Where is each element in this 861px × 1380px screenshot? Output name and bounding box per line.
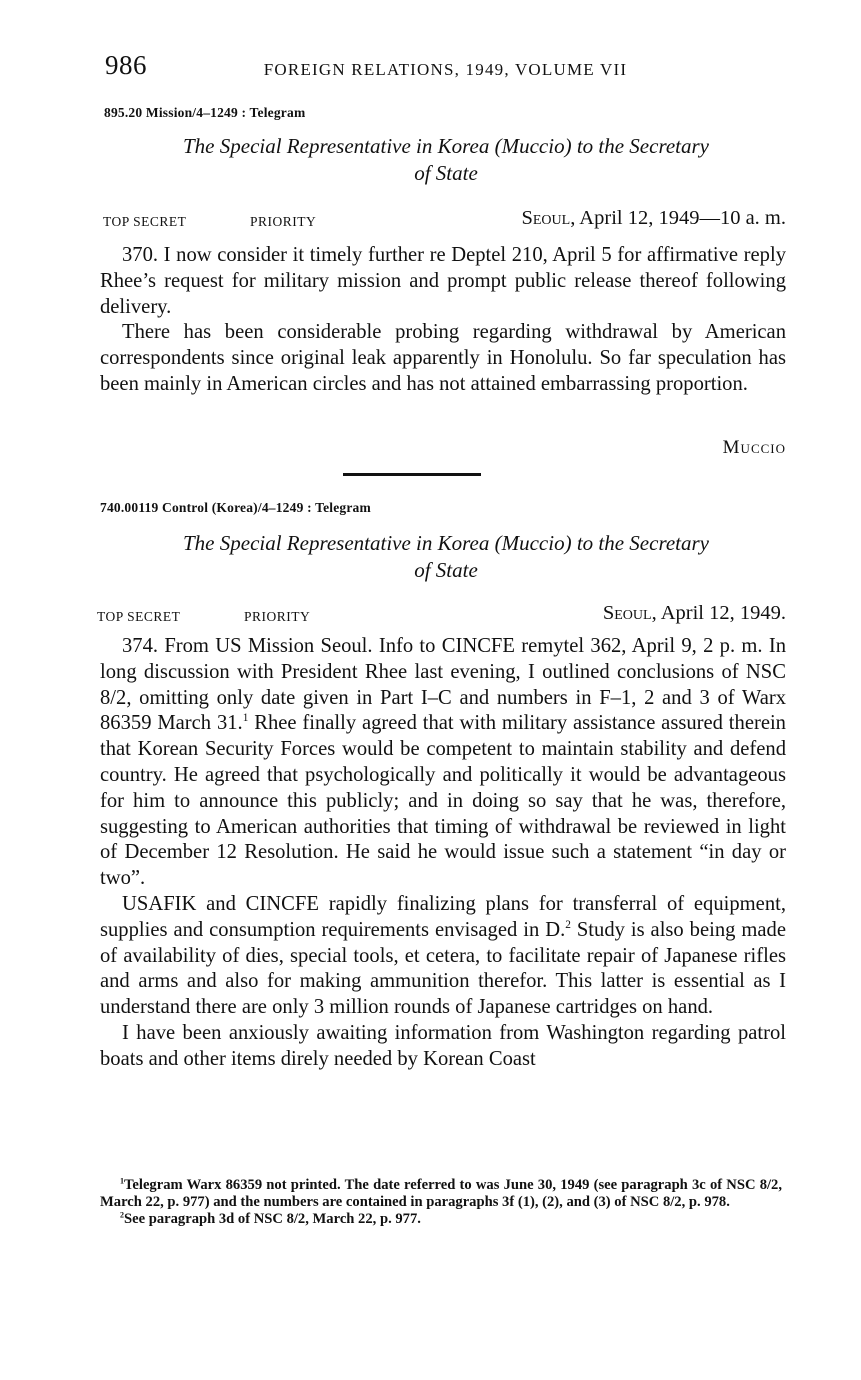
running-head: FOREIGN RELATIONS, 1949, VOLUME VII (263, 60, 628, 79)
title-line: The Special Representative in Korea (Muccio) to the Secretary (183, 134, 709, 158)
page-number: 986 (105, 50, 147, 80)
footnote-text: Telegram Warx 86359 not printed. The date referred to was June 30, 1949 (see paragraph 3c of NSC 8/2, March 22, p. 977) and the numbers are contained in paragraphs 3f (1), (2), and (3) of NSC 8/2, p. 978. (100, 1177, 782, 1210)
document-title (105, 530, 787, 584)
footnote-mark: 1 (120, 1176, 125, 1186)
paragraph (100, 892, 786, 1021)
priority-label: PRIORITY (250, 214, 317, 229)
title-line: of State (414, 161, 478, 185)
priority-label: PRIORITY (244, 609, 311, 624)
title-line: of State (414, 558, 478, 582)
dateline-row (100, 207, 786, 235)
paragraph: I have been anxiously awaiting information from Washington regarding patrol boats and other items direly needed by Korean Coast (100, 1021, 786, 1070)
paragraph-text: USAFIK and CINCFE rapidly finalizing plans for transferral of equipment, supplies and consumption requirements envisaged in D. (100, 892, 786, 941)
footnote-mark: 2 (120, 1210, 125, 1220)
message-body (100, 243, 786, 398)
message-body (100, 634, 786, 1073)
file-reference: 740.00119 Control (Korea)/4–1249 : Telegram (100, 500, 371, 515)
paragraph-text: Rhee finally agreed that with military assistance assured therein that Korean Security Forces would be competent to maintain stability and defend country. He agreed that psychologically and politically it would be advantageous for him to announce this publicly; and in doing so say that he was, therefore, suggesting to American authorities that timing of withdrawal be reviewed in light of December 12 Resolution. He said he would issue such a statement “in day or two”. (100, 712, 786, 890)
paragraph-text: Study is also being made of availability of dies, special tools, et cetera, to facilitate repair of Japanese rifles and arms and also for making ammunition therefor. This latter is essential as I understand there are only 3 million rounds of Japanese cartridges on hand. (100, 918, 786, 1019)
dateline (521, 207, 786, 230)
classification-label: TOP SECRET (97, 609, 181, 624)
paragraph (100, 634, 786, 892)
file-reference: 895.20 Mission/4–1249 : Telegram (104, 105, 306, 120)
dateline-row (97, 602, 786, 630)
dateline (603, 602, 786, 625)
place-name: Seoul (521, 207, 571, 229)
date-text: , April 12, 1949—10 a. m. (570, 207, 786, 229)
classification-label: TOP SECRET (103, 214, 187, 229)
document-title (105, 133, 787, 187)
footnote-text: See paragraph 3d of NSC 8/2, March 22, p. 977. (124, 1211, 421, 1227)
title-line: The Special Representative in Korea (Muccio) to the Secretary (183, 531, 709, 555)
footnote (100, 1211, 782, 1228)
paragraph-text: 374. From US Mission Seoul. Info to CINCFE remytel 362, April 9, 2 p. m. In long discussion with President Rhee last evening, I outlined conclusions of NSC 8/2, omitting only date given in Part I–C and numbers in F–1, 2 and 3 of Warx 86359 March 31. (100, 635, 786, 735)
footnotes (100, 1177, 782, 1228)
place-name: Seoul (602, 602, 652, 624)
paragraph: 370. I now consider it timely further re Deptel 210, April 5 for affirmative reply Rhee’s request for military mission and prompt public release thereof following delivery. (100, 244, 786, 318)
date-text: , April 12, 1949. (651, 602, 786, 624)
footnote (100, 1177, 782, 1211)
footnote-ref: 2 (565, 918, 571, 931)
footnote-ref: 1 (242, 712, 249, 725)
signature: Muccio (722, 437, 786, 458)
section-divider (343, 473, 481, 476)
paragraph: There has been considerable probing regarding withdrawal by American correspondents since original leak apparently in Honolulu. So far speculation has been mainly in American circles and has not attained embarrassing proportion. (100, 321, 786, 395)
